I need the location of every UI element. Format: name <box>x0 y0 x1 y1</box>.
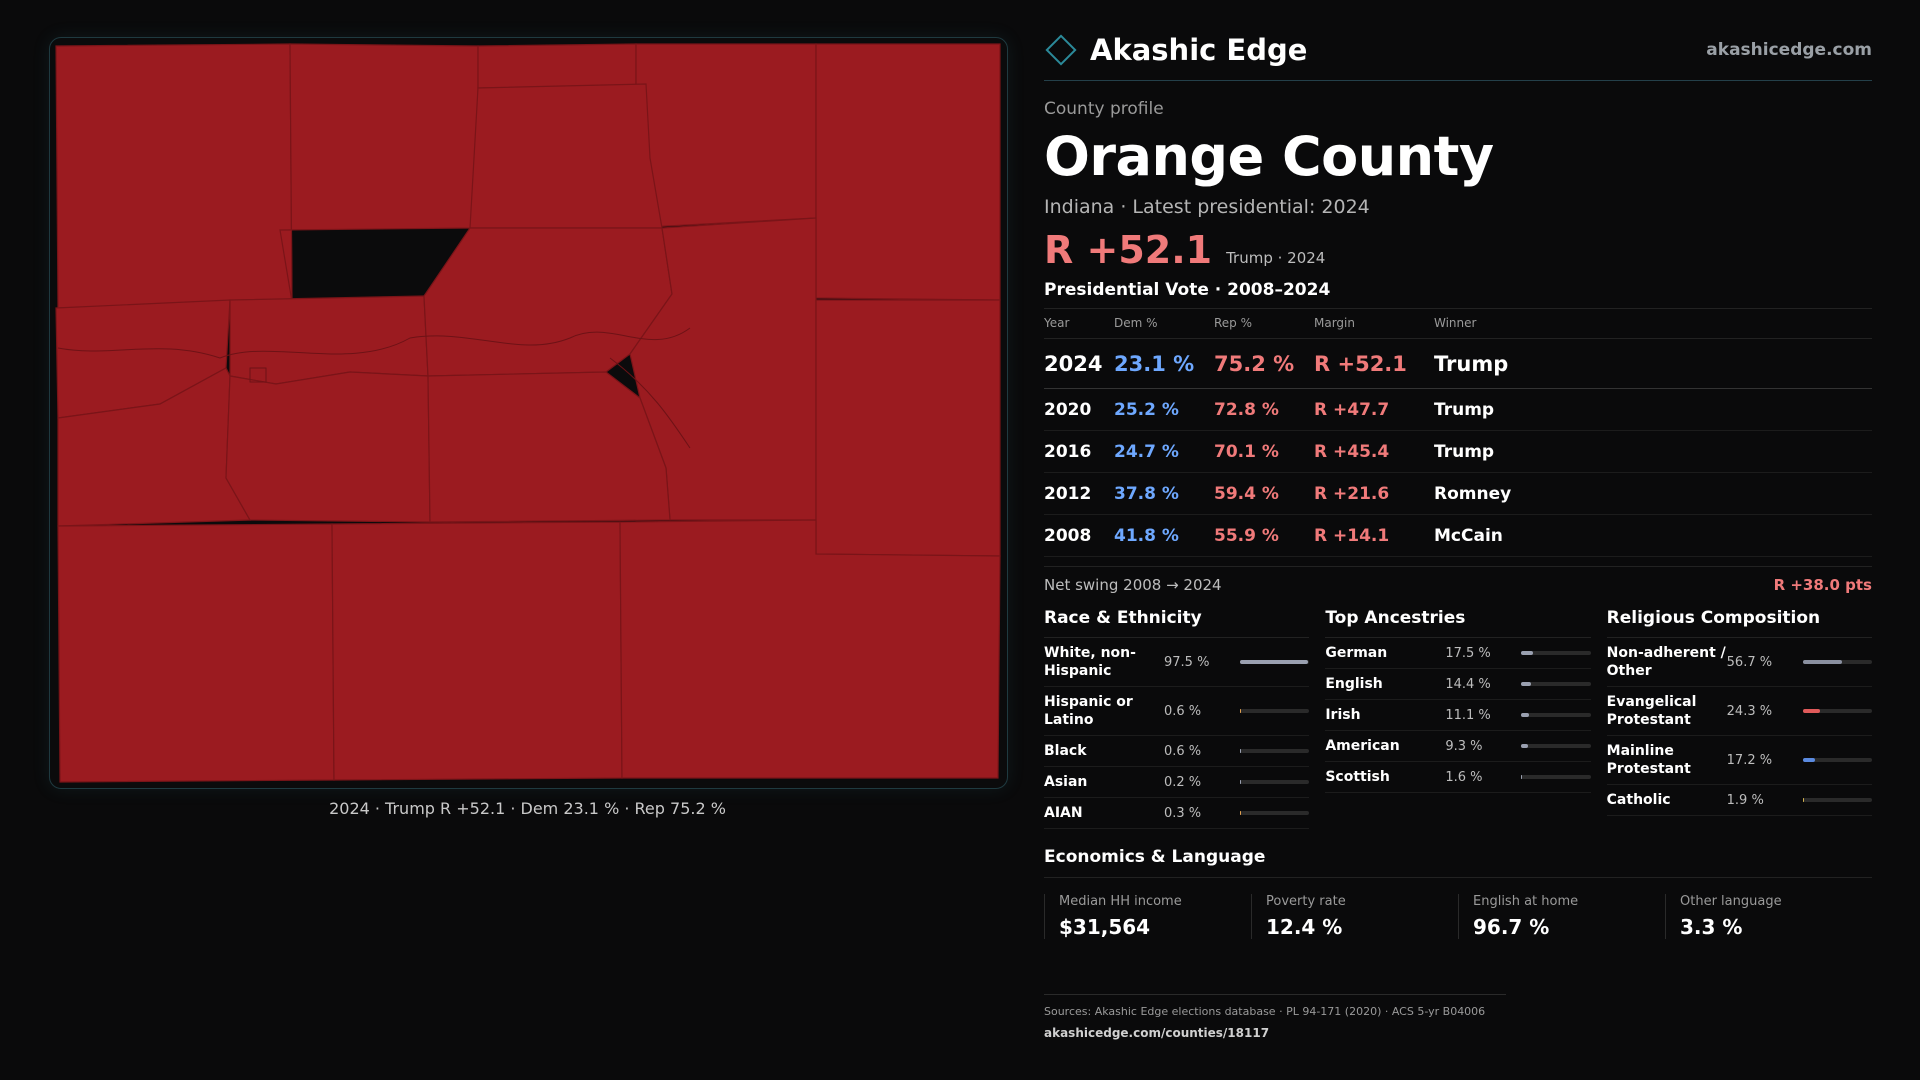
swing-value: R +38.0 pts <box>1773 576 1872 594</box>
list-item <box>1325 762 1590 793</box>
headline-note: Trump · 2024 <box>1226 249 1326 267</box>
item-label: English <box>1325 676 1383 692</box>
sources-footer <box>1044 994 1506 1040</box>
row-rep: 70.1 % <box>1214 431 1314 473</box>
econ-value: 3.3 % <box>1680 915 1743 939</box>
list-item <box>1607 687 1872 736</box>
item-value: 24.3 % <box>1726 703 1773 719</box>
item-bar-fill <box>1240 811 1241 815</box>
item-bar-fill <box>1240 709 1241 713</box>
item-bar-fill <box>1521 682 1531 686</box>
item-bar-fill <box>1803 660 1842 664</box>
item-label: Black <box>1044 743 1087 759</box>
page-title: Orange County <box>1044 125 1494 188</box>
item-value: 17.2 % <box>1726 752 1773 768</box>
item-value: 14.4 % <box>1445 676 1491 692</box>
list-item <box>1044 767 1309 798</box>
item-value: 9.3 % <box>1445 738 1483 754</box>
religion-section <box>1607 608 1872 829</box>
item-bar-fill <box>1803 798 1804 802</box>
map-subdivision <box>816 44 1000 300</box>
map-subdivision <box>332 522 622 780</box>
econ-stat <box>1458 894 1665 939</box>
header-rep: Rep % <box>1214 309 1314 339</box>
vote-section-title: Presidential Vote · 2008–2024 <box>1044 280 1872 309</box>
item-bar-track <box>1803 798 1872 802</box>
econ-label: English at home <box>1473 894 1579 909</box>
county-map[interactable] <box>49 37 1008 789</box>
item-bar-track <box>1240 709 1309 713</box>
table-row <box>1044 473 1872 515</box>
map-subdivision <box>816 300 1000 556</box>
headline-margin: R +52.1 <box>1044 228 1213 272</box>
row-rep: 75.2 % <box>1214 339 1314 389</box>
brand[interactable] <box>1044 33 1307 67</box>
map-subdivision <box>226 372 430 522</box>
item-bar-fill <box>1521 744 1527 748</box>
item-bar-track <box>1803 709 1872 713</box>
econ-stat <box>1665 894 1872 939</box>
item-label: German <box>1325 645 1388 661</box>
row-dem: 37.8 % <box>1114 473 1214 515</box>
row-margin: R +52.1 <box>1314 339 1434 389</box>
row-winner: Trump <box>1434 431 1872 473</box>
item-value: 1.6 % <box>1445 769 1483 785</box>
race-section <box>1044 608 1309 829</box>
econ-stat <box>1044 894 1251 939</box>
item-bar-fill <box>1803 758 1815 762</box>
row-dem: 23.1 % <box>1114 339 1214 389</box>
row-dem: 41.8 % <box>1114 515 1214 557</box>
item-bar-track <box>1803 758 1872 762</box>
item-value: 97.5 % <box>1164 654 1210 670</box>
item-bar-track <box>1240 780 1309 784</box>
brand-url-link[interactable]: akashicedge.com <box>1706 40 1872 60</box>
vote-table-header <box>1044 309 1872 339</box>
vote-table <box>1044 309 1872 557</box>
ancestry-title: Top Ancestries <box>1325 608 1590 638</box>
header-winner: Winner <box>1434 309 1872 339</box>
item-label: Mainline Protestant <box>1606 743 1691 777</box>
county-map-svg <box>50 38 1007 788</box>
item-value: 1.9 % <box>1726 792 1764 808</box>
row-winner: Romney <box>1434 473 1872 515</box>
list-item <box>1607 736 1872 785</box>
item-label: Evangelical Protestant <box>1606 694 1697 728</box>
item-bar-track <box>1521 775 1590 779</box>
table-row <box>1044 339 1872 389</box>
row-margin: R +47.7 <box>1314 389 1434 431</box>
item-bar-track <box>1521 651 1590 655</box>
header-year: Year <box>1044 309 1114 339</box>
net-swing <box>1044 566 1872 594</box>
item-value: 17.5 % <box>1445 645 1491 661</box>
list-item <box>1607 785 1872 816</box>
item-bar-track <box>1521 713 1590 717</box>
header-margin: Margin <box>1314 309 1434 339</box>
map-subdivision <box>56 44 292 308</box>
row-year: 2008 <box>1044 515 1114 557</box>
religion-title: Religious Composition <box>1607 608 1872 638</box>
item-bar-track <box>1240 749 1309 753</box>
item-value: 0.3 % <box>1164 805 1202 821</box>
row-margin: R +45.4 <box>1314 431 1434 473</box>
item-value: 56.7 % <box>1726 654 1773 670</box>
economics-stats <box>1044 894 1872 939</box>
item-value: 0.6 % <box>1164 703 1202 719</box>
item-value: 0.6 % <box>1164 743 1202 759</box>
map-subdivision <box>230 296 428 384</box>
item-label: Non-adherent / Other <box>1606 645 1726 679</box>
sources-text: Sources: Akashic Edge elections database · PL 94-171 (2020) · ACS 5-yr B04006 <box>1044 1005 1486 1018</box>
profile-panel <box>1044 30 1872 939</box>
item-label: Hispanic or Latino <box>1044 694 1133 728</box>
row-dem: 25.2 % <box>1114 389 1214 431</box>
item-bar-fill <box>1521 651 1533 655</box>
row-year: 2024 <box>1044 339 1114 389</box>
row-winner: Trump <box>1434 339 1872 389</box>
religion-list <box>1607 638 1872 816</box>
map-subdivision <box>58 524 334 782</box>
row-rep: 72.8 % <box>1214 389 1314 431</box>
item-bar-track <box>1521 744 1590 748</box>
page-subtitle: Indiana · Latest presidential: 2024 <box>1044 196 1370 218</box>
item-label: Catholic <box>1606 792 1671 808</box>
race-title: Race & Ethnicity <box>1044 608 1309 638</box>
row-year: 2020 <box>1044 389 1114 431</box>
item-value: 11.1 % <box>1445 707 1491 723</box>
row-rep: 59.4 % <box>1214 473 1314 515</box>
map-subdivision <box>470 84 662 228</box>
headline-result <box>1044 228 1872 272</box>
map-subdivision <box>428 372 670 522</box>
item-bar-track <box>1521 682 1590 686</box>
econ-value: 96.7 % <box>1473 915 1550 939</box>
ancestry-section <box>1325 608 1590 829</box>
item-label: Irish <box>1325 707 1361 723</box>
header-dem: Dem % <box>1114 309 1214 339</box>
brand-name: Akashic Edge <box>1090 33 1308 67</box>
sources-url-link[interactable]: akashicedge.com/counties/18117 <box>1044 1026 1270 1040</box>
demographics <box>1044 608 1872 829</box>
list-item <box>1044 687 1309 736</box>
item-label: Scottish <box>1325 769 1390 785</box>
row-dem: 24.7 % <box>1114 431 1214 473</box>
eyebrow-label: County profile <box>1044 99 1164 119</box>
brand-header <box>1044 30 1872 81</box>
table-row <box>1044 389 1872 431</box>
econ-label: Poverty rate <box>1266 894 1346 909</box>
item-bar-track <box>1803 660 1872 664</box>
row-year: 2016 <box>1044 431 1114 473</box>
econ-label: Median HH income <box>1059 894 1182 909</box>
map-subdivision <box>620 520 1000 778</box>
item-bar-track <box>1240 660 1309 664</box>
item-bar-fill <box>1521 775 1522 779</box>
list-item <box>1044 798 1309 829</box>
econ-value: $31,564 <box>1059 915 1151 939</box>
map-subdivision <box>478 44 636 88</box>
item-bar-fill <box>1240 660 1308 664</box>
table-row <box>1044 431 1872 473</box>
list-item <box>1044 736 1309 767</box>
item-label: Asian <box>1044 774 1088 790</box>
map-subdivision <box>630 44 816 228</box>
list-item <box>1325 731 1590 762</box>
list-item <box>1044 638 1309 687</box>
econ-stat <box>1251 894 1458 939</box>
row-winner: McCain <box>1434 515 1872 557</box>
swing-label: Net swing 2008 → 2024 <box>1044 576 1222 594</box>
row-year: 2012 <box>1044 473 1114 515</box>
list-item <box>1325 669 1590 700</box>
list-item <box>1607 638 1872 687</box>
item-label: AIAN <box>1044 805 1083 821</box>
row-winner: Trump <box>1434 389 1872 431</box>
item-bar-fill <box>1521 713 1529 717</box>
item-value: 0.2 % <box>1164 774 1202 790</box>
item-label: White, non-Hispanic <box>1044 645 1136 679</box>
row-rep: 55.9 % <box>1214 515 1314 557</box>
diamond-logo-icon <box>1045 34 1076 65</box>
race-list <box>1044 638 1309 829</box>
item-bar-fill <box>1803 709 1820 713</box>
economics-title: Economics & Language <box>1044 847 1872 878</box>
map-caption: 2024 · Trump R +52.1 · Dem 23.1 % · Rep 75.2 % <box>329 799 726 818</box>
item-bar-fill <box>1240 749 1241 753</box>
table-row <box>1044 515 1872 557</box>
ancestry-list <box>1325 638 1590 793</box>
item-bar-fill <box>1240 780 1241 784</box>
list-item <box>1325 638 1590 669</box>
row-margin: R +14.1 <box>1314 515 1434 557</box>
row-margin: R +21.6 <box>1314 473 1434 515</box>
item-label: American <box>1325 738 1400 754</box>
list-item <box>1325 700 1590 731</box>
item-bar-track <box>1240 811 1309 815</box>
econ-label: Other language <box>1680 894 1782 909</box>
econ-value: 12.4 % <box>1266 915 1343 939</box>
